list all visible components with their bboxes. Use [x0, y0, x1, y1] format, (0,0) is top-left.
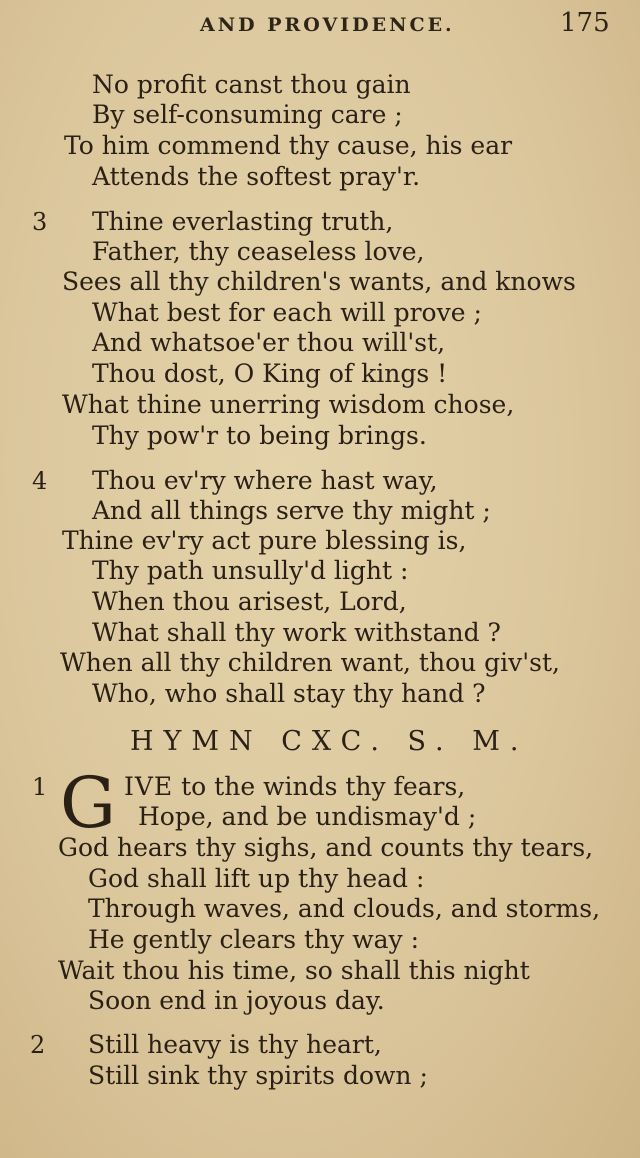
stanza-number: 1	[32, 773, 48, 801]
verse-line: Hope, and be undismay'd ;	[138, 802, 477, 831]
stanza-number: 4	[32, 467, 48, 495]
verse-line: Wait thou his time, so shall this night	[58, 956, 530, 985]
verse-line: What best for each will prove ;	[92, 298, 482, 327]
stanza-number: 2	[30, 1031, 46, 1059]
first-word-rest: IVE	[124, 772, 174, 801]
verse-line: What shall thy work withstand ?	[92, 618, 501, 647]
first-line	[124, 772, 465, 802]
verse-line: Still heavy is thy heart,	[88, 1030, 382, 1059]
verse-line: When all thy children want, thou giv'st,	[60, 648, 560, 677]
verse-line: Thy pow'r to being brings.	[92, 421, 427, 450]
verse-line: Thou ev'ry where hast way,	[92, 466, 438, 495]
verse-line: Sees all thy children's wants, and knows	[62, 267, 576, 296]
verse-line: God hears thy sighs, and counts thy tears,	[58, 833, 594, 862]
verse-line: And all things serve thy might ;	[92, 496, 491, 525]
page-number: 175	[560, 8, 610, 38]
verse-line: When thou arisest, Lord,	[92, 587, 407, 616]
verse-line: By self-consuming care ;	[92, 100, 403, 129]
verse-line: Thou dost, O King of kings !	[92, 359, 448, 388]
verse-line: Thine ev'ry act pure blessing is,	[62, 526, 467, 555]
verse-line: Thy path unsully'd light :	[92, 556, 409, 585]
verse-line: Attends the softest pray'r.	[92, 162, 421, 191]
hymn-heading: HYMN CXC. S. M.	[130, 726, 529, 757]
verse-line: Who, who shall stay thy hand ?	[92, 679, 486, 708]
verse-line: No profit canst thou gain	[92, 70, 411, 99]
verse-line: Still sink thy spirits down ;	[88, 1061, 428, 1090]
verse-line: And whatsoe'er thou will'st,	[92, 328, 446, 357]
verse-line: Thine everlasting truth,	[92, 207, 394, 236]
drop-cap: G	[60, 762, 116, 844]
verse-line: He gently clears thy way :	[88, 925, 419, 954]
verse-line: What thine unerring wisdom chose,	[62, 390, 515, 419]
first-line-rest: to the winds thy fears,	[173, 772, 466, 801]
verse-line: Through waves, and clouds, and storms,	[88, 894, 601, 923]
running-head: AND PROVIDENCE.	[200, 14, 455, 36]
verse-line: To him commend thy cause, his ear	[64, 131, 513, 160]
verse-line: Father, thy ceaseless love,	[92, 237, 425, 266]
stanza-number: 3	[32, 208, 48, 236]
verse-line: Soon end in joyous day.	[88, 986, 385, 1015]
verse-line: God shall lift up thy head :	[88, 864, 425, 893]
